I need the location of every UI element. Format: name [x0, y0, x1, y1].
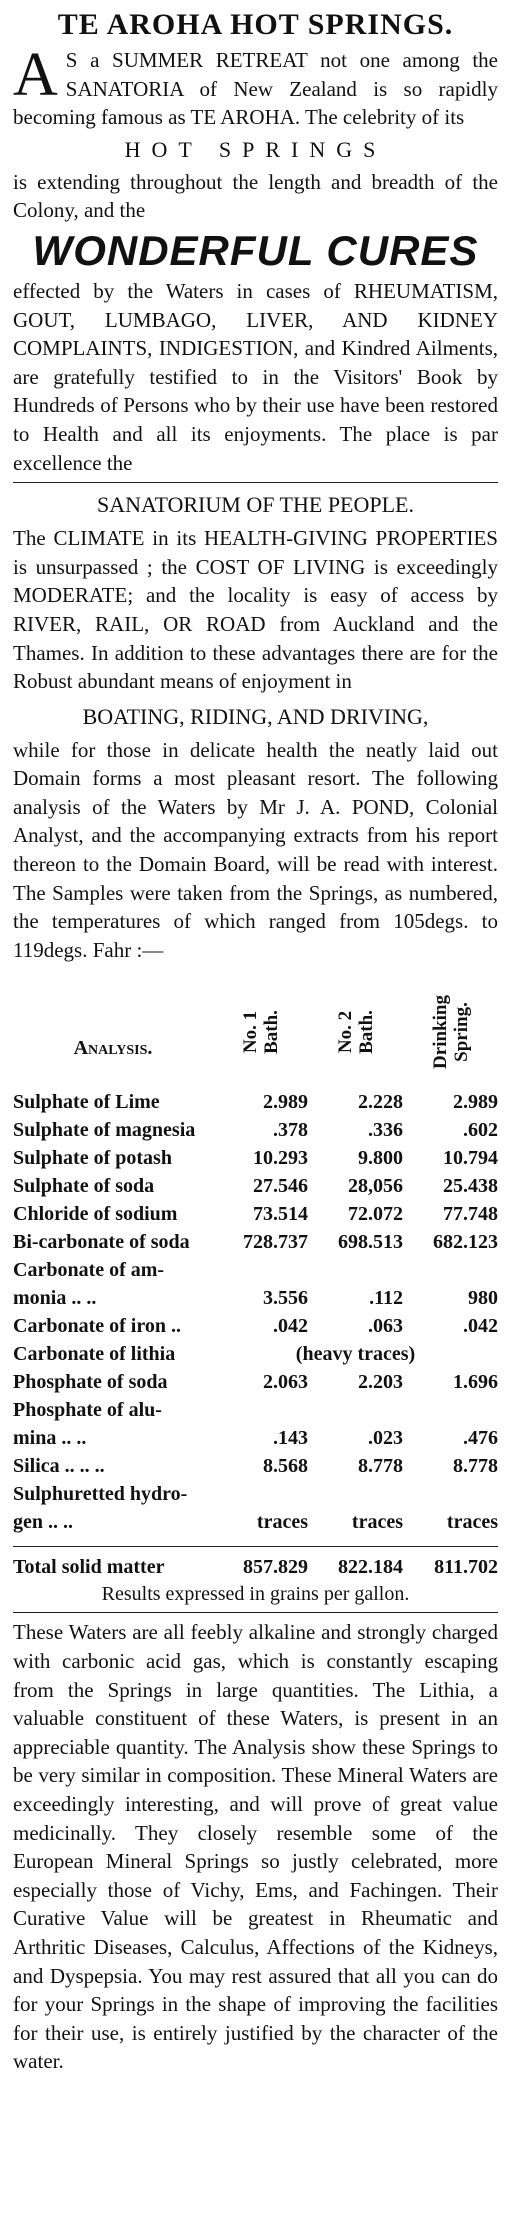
row-value: .112 [369, 1287, 403, 1310]
table-row [13, 1228, 498, 1256]
total-label: Total solid matter [13, 1556, 165, 1579]
row-value: 8.778 [358, 1455, 403, 1478]
row-label: Carbonate of lithia [13, 1343, 176, 1366]
table-row [13, 1452, 498, 1480]
table-row [13, 1396, 498, 1424]
table-row [13, 1340, 498, 1368]
row-label: Sulphate of potash [13, 1147, 172, 1170]
row-value: .042 [463, 1315, 498, 1338]
table-row [13, 1284, 498, 1312]
row-value [403, 1396, 498, 1424]
row-value: .336 [368, 1119, 403, 1142]
total-row [13, 1546, 498, 1581]
row-label: Sulphate of soda [13, 1175, 155, 1198]
table-row [13, 1144, 498, 1172]
table-row [13, 1116, 498, 1144]
row-value: 25.438 [443, 1175, 498, 1198]
row-value: 3.556 [263, 1287, 308, 1310]
table-row [13, 1368, 498, 1396]
sanatorium-heading: SANATORIUM OF THE PEOPLE. [96, 492, 414, 518]
column-header: No. 2 Bath. [334, 1010, 377, 1055]
row-value: 2.989 [263, 1091, 308, 1114]
row-value: 72.072 [348, 1203, 403, 1226]
hot-springs-heading: HOT SPRINGS [124, 136, 387, 162]
row-value: 2.989 [453, 1091, 498, 1114]
total-value: 822.184 [338, 1556, 403, 1579]
divider [13, 1612, 498, 1613]
row-value: 28,056 [348, 1175, 403, 1198]
wonderful-cures-heading: WONDERFUL CURES [32, 226, 479, 274]
row-value: .476 [463, 1427, 498, 1450]
climate-paragraph: The CLIMATE in its HEALTH-GIVING PROPERTIES is unsurpassed ; the COST OF LIVING is exceedingly MODERATE; and the locality is easy of access by RIVER, RAIL, OR ROAD from Auckland and the Thames. In addition to these advantages there are for the Robust abundant means of enjoyment in [13, 526, 498, 694]
intro-paragraph [13, 41, 498, 132]
table-row [13, 1424, 498, 1452]
row-value [403, 1256, 498, 1284]
row-span-value: (heavy traces) [295, 1343, 416, 1366]
analysis-header [13, 972, 498, 1088]
row-value: .023 [368, 1427, 403, 1450]
row-value: .042 [273, 1315, 308, 1338]
boating-heading: BOATING, RIDING, AND DRIVING, [82, 703, 429, 729]
row-value [213, 1396, 308, 1424]
row-label: mina .. .. [13, 1427, 87, 1450]
analysis-rows [13, 1088, 498, 1536]
row-value [403, 1480, 498, 1508]
row-value: 2.203 [358, 1371, 403, 1394]
row-value [308, 1396, 403, 1424]
row-value: .378 [273, 1119, 308, 1142]
row-label: monia .. .. [13, 1287, 97, 1310]
analysis-label: Analysis. [73, 1037, 153, 1060]
row-value [308, 1480, 403, 1508]
row-value: traces [256, 1511, 308, 1534]
row-value: .143 [273, 1427, 308, 1450]
delicate-paragraph: while for those in delicate health the neatly laid out Domain forms a most pleasant resort. The following analysis of the Waters by Mr J. A. POND, Colonial Analyst, and the accompanying extracts from his report thereon to the Domain Board, will be read with interest. The Samples were taken from the Springs, as numbered, the temperatures of which ranged from 105degs. to 119degs. Fahr :— [13, 737, 498, 962]
row-label: Sulphate of magnesia [13, 1119, 196, 1142]
row-value: 9.800 [358, 1147, 403, 1170]
row-value: 8.778 [453, 1455, 498, 1478]
divider [13, 482, 498, 483]
row-value: 77.748 [443, 1203, 498, 1226]
row-value [308, 1256, 403, 1284]
row-value [213, 1256, 308, 1284]
row-label: Silica .. .. .. [13, 1455, 105, 1478]
row-label: Sulphuretted hydro- [13, 1483, 188, 1506]
row-value: 2.228 [358, 1091, 403, 1114]
drop-cap: A [13, 41, 58, 109]
row-value: 1.696 [453, 1371, 498, 1394]
row-label: Carbonate of iron .. [13, 1315, 181, 1338]
row-value: 682.123 [433, 1231, 498, 1254]
table-row [13, 1312, 498, 1340]
row-value: 8.568 [263, 1455, 308, 1478]
results-note: Results expressed in grains per gallon. [101, 1583, 410, 1606]
row-value: 10.794 [443, 1147, 498, 1170]
row-label: gen .. .. [13, 1511, 73, 1534]
table-row [13, 1172, 498, 1200]
row-value: traces [351, 1511, 403, 1534]
row-value: traces [446, 1511, 498, 1534]
analysis-table [13, 972, 498, 1607]
effected-paragraph: effected by the Waters in cases of RHEUMATISM, GOUT, LUMBAGO, LIVER, AND KIDNEY COMPLAINTS, INDIGESTION, and Kindred Ailments, are gratefully testified to in the Visitors' Book by Hundreds of Persons who by their use have been restored to Health and all its enjoyments. The place is par excellence the [13, 278, 498, 475]
row-value: 10.293 [253, 1147, 308, 1170]
row-value [213, 1480, 308, 1508]
row-label: Phosphate of soda [13, 1371, 168, 1394]
row-label: Chloride of sodium [13, 1203, 178, 1226]
row-value: 27.546 [253, 1175, 308, 1198]
table-row [13, 1256, 498, 1284]
row-value: .063 [368, 1315, 403, 1338]
table-row [13, 1200, 498, 1228]
row-label: Bi-carbonate of soda [13, 1231, 190, 1254]
total-value: 857.829 [243, 1556, 308, 1579]
row-value: 73.514 [253, 1203, 308, 1226]
row-value: 698.513 [338, 1231, 403, 1254]
table-row [13, 1508, 498, 1536]
page-title: TE AROHA HOT SPRINGS. [57, 8, 454, 41]
intro-text: S a SUMMER RETREAT not one among the SANATORIA of New Zealand is so rapidly becoming famous as TE AROHA. The celebrity of its [13, 48, 498, 130]
column-header: No. 1 Bath. [239, 1010, 282, 1055]
row-value: 980 [468, 1287, 498, 1310]
row-value: 728.737 [243, 1231, 308, 1254]
table-row [13, 1088, 498, 1116]
extending-paragraph: is extending throughout the length and breadth of the Colony, and the [13, 169, 498, 223]
row-value: .602 [463, 1119, 498, 1142]
column-header: Drinking Spring. [429, 995, 472, 1070]
row-value: 2.063 [263, 1371, 308, 1394]
row-label: Sulphate of Lime [13, 1091, 160, 1114]
total-value: 811.702 [434, 1556, 498, 1579]
table-row [13, 1480, 498, 1508]
row-label: Phosphate of alu- [13, 1399, 162, 1422]
closing-paragraph: These Waters are all feebly alkaline and strongly charged with carbonic acid gas, which is constantly escaping from the Springs in large quantities. The Lithia, a valuable constituent of these Waters, is present in an appreciable quantity. The Analysis show these Springs to be very similar in composition. These Mineral Waters are exceedingly interesting, and will prove of great value medicinally. They closely resemble some of the European Mineral Springs so justly celebrated, more especially those of Vichy, Ems, and Fachingen. Their Curative Value will be greatest in Rheumatic and Arthritic Diseases, Calculus, Affections of the Kidneys, and Dyspepsia. You may rest assured that all you can do for your Springs in the shape of improving the facilities for their use, is entirely justified by the character of the water. [13, 1620, 498, 2074]
row-label: Carbonate of am- [13, 1259, 165, 1282]
